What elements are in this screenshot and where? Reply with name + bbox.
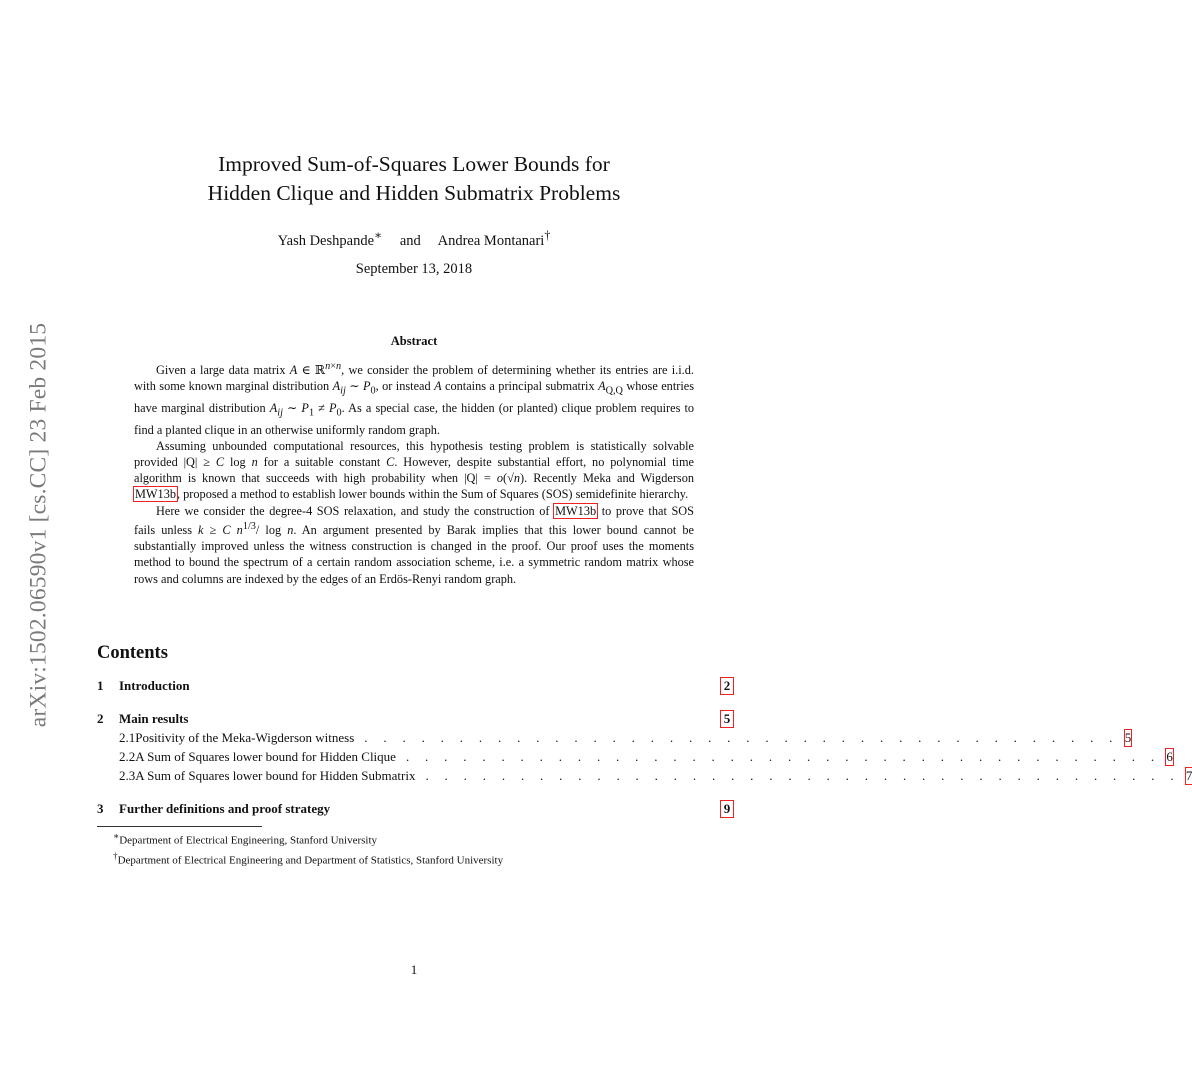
toc-page-link[interactable]: 9 (721, 801, 733, 817)
toc-entry-positivity[interactable]: 2.1 Positivity of the Meka-Wigderson witness . . . . . . . . . . . . . . . . . . . . . . . . . . . . . . . . . . . . . . . . 5 (119, 730, 1132, 745)
author-montanari: Andrea Montanari (437, 232, 545, 249)
abstract-heading: Abstract (390, 334, 438, 348)
author-deshpande: Yash Deshpande (277, 232, 375, 249)
paper-date: September 13, 2018 (355, 261, 473, 277)
page-number: 1 (410, 962, 418, 977)
paper-title (0, 150, 828, 208)
author-list: Yash Deshpande∗ and Andrea Montanari† (277, 228, 551, 249)
toc-page-link[interactable]: 6 (1166, 749, 1173, 764)
toc-entry-main-results[interactable]: 2 Main results 5 (97, 711, 733, 730)
footnotes (113, 829, 503, 869)
citation-mw13b[interactable]: MW13b (135, 487, 176, 502)
footnote-2: †Department of Electrical Engineering and Department of Statistics, Stanford University (113, 851, 504, 867)
author-separator: and (399, 232, 421, 249)
toc-page-link[interactable]: 2 (721, 678, 733, 694)
table-of-contents (97, 678, 1192, 820)
toc-entry-sos-hidden-submatrix[interactable]: 2.3 A Sum of Squares lower bound for Hidden Submatrix . . . . . . . . . . . . . . . . . . . . . . . . . . . . . . . . . . . . . . . . 7 (119, 768, 1192, 783)
footnote-1: ∗Department of Electrical Engineering, Stanford University (113, 831, 378, 847)
abstract-paragraph-1: Given a large data matrix A ∈ ℝ$^{n\times n}$, we consider the problem of determining whether its entries are i.i.d. with some known marginal distribution $A_{ij}$ ∼ $P_0$, or instead A contains a principal submatrix $A_{Q,Q}$ whose entries have marginal distribution $A_{ij}$ ∼ $P_1 \ne P_0$. As a special case, the hidden (or planted) clique problem requires to find a planted clique in an otherwise uniformly random graph. (134, 361, 695, 437)
toc-entry-sos-hidden-clique[interactable]: 2.2 A Sum of Squares lower bound for Hidden Clique . . . . . . . . . . . . . . . . . . . . . . . . . . . . . . . . . . . . . . . . 6 (119, 749, 1173, 764)
toc-entry-introduction[interactable]: 1 Introduction 2 (97, 678, 733, 697)
toc-page-link[interactable]: 7 (1185, 768, 1192, 783)
title-line-1: Improved Sum-of-Squares Lower Bounds for (218, 152, 610, 176)
arxiv-identifier: arXiv:1502.06590v1 [cs.CC] 23 Feb 2015 (25, 322, 52, 728)
abstract-body (134, 359, 694, 587)
abstract-paragraph-3: Here we consider the degree-4 SOS relaxation, and study the construction of MW13b to prove that SOS fails unless k ≥ C $n^{1/3}/$ log n. An argument presented by Barak implies that this lower bound cannot be substantially improved unless the witness construction is changed in the proof. Our proof uses the moments method to bound the spectrum of a certain random association scheme, i.e. a symmetric random matrix whose rows and columns are indexed by the edges of an Erdös-Renyi random graph. (134, 503, 695, 586)
citation-mw13b[interactable]: MW13b (555, 503, 597, 518)
abstract-paragraph-2: Assuming unbounded computational resources, this hypothesis testing problem is statistically solvable provided |Q| ≥ C log n for a suitable constant C. However, despite substantial effort, no polynomial time algorithm is known that succeeds with high probability when |Q| = o(√n). Recently Meka and Wigderson MW13b, proposed a method to establish lower bounds within the Sum of Squares (SOS) semidefinite hierarchy. (134, 438, 694, 502)
toc-entry-further-definitions[interactable]: 3 Further definitions and proof strategy 9 (97, 801, 733, 820)
title-line-2: Hidden Clique and Hidden Submatrix Problems (207, 181, 621, 205)
footnote-rule (97, 826, 262, 827)
toc-page-link[interactable]: 5 (1124, 730, 1132, 745)
toc-page-link[interactable]: 5 (721, 711, 733, 727)
arxiv-sidebar (19, 290, 59, 760)
contents-heading: Contents (97, 643, 168, 663)
